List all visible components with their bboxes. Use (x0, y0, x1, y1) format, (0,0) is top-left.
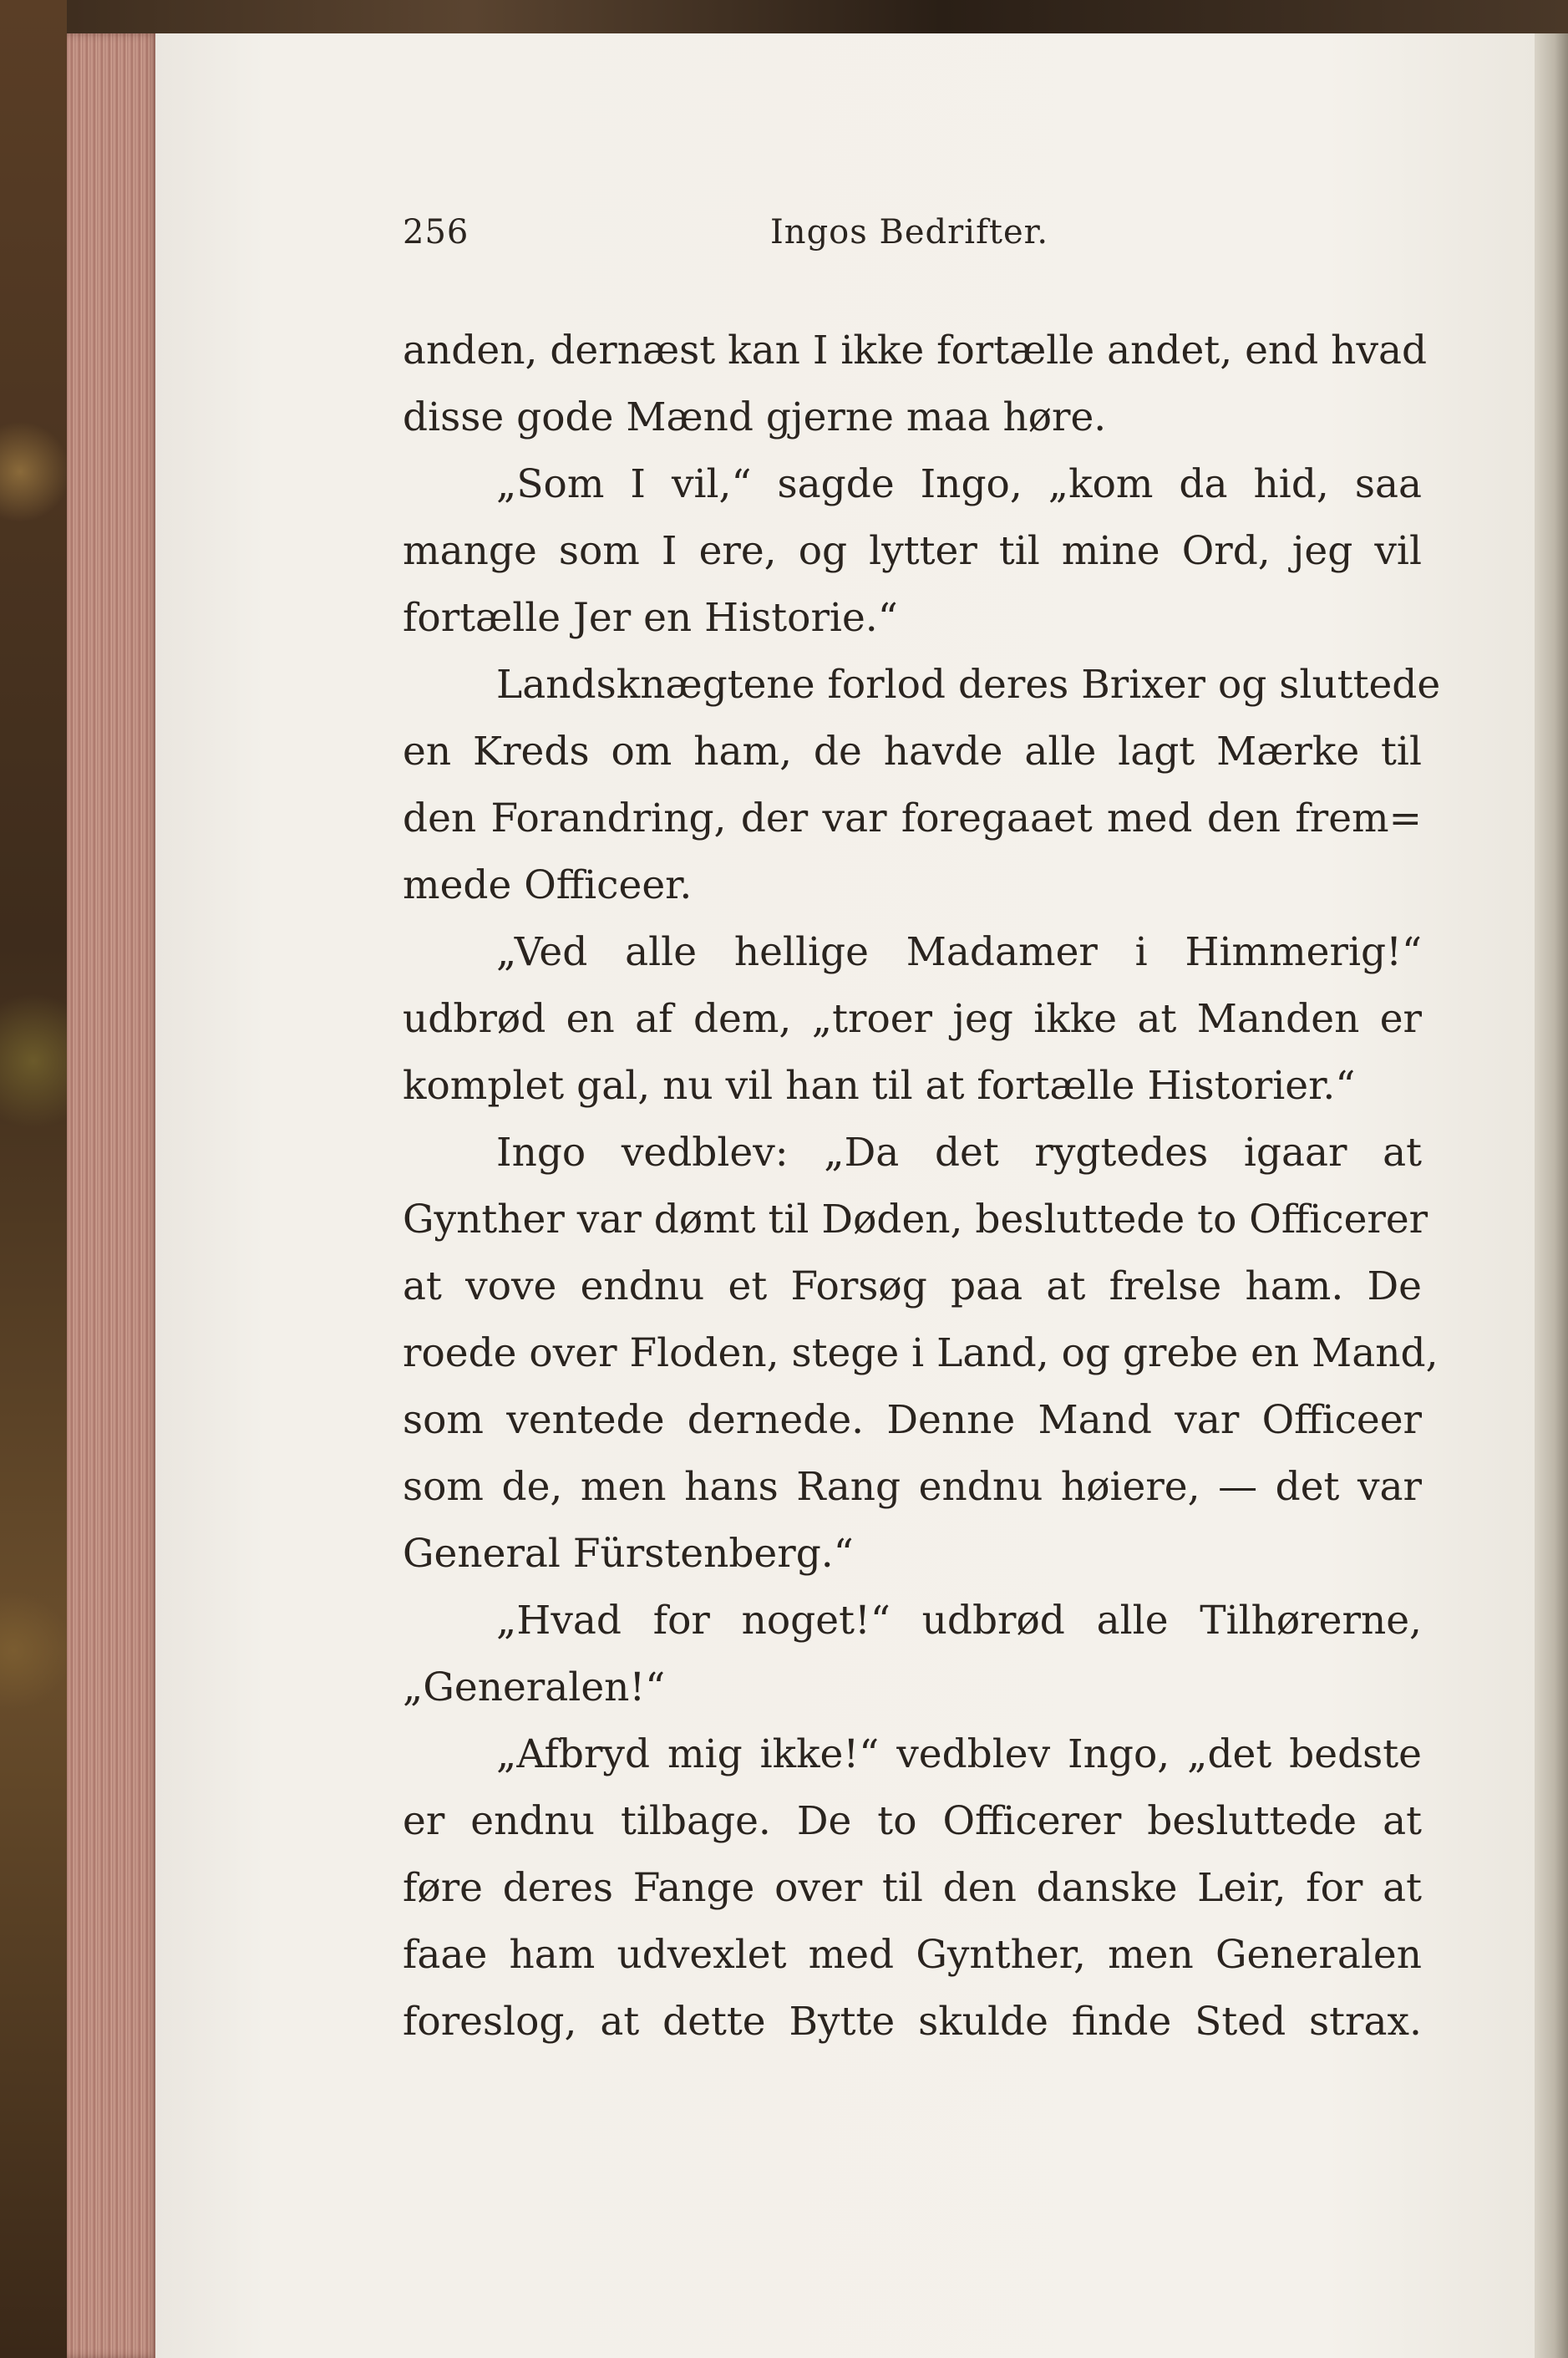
text-line: den Forandring, der var foregaaet med den frem= (403, 795, 1422, 841)
text-line: „Som I vil,“ sagde Ingo, „kom da hid, saa (496, 461, 1422, 507)
text-line: faae ham udvexlet med Gynther, men Generalen (403, 1932, 1422, 1978)
next-page-edge (1535, 33, 1568, 2358)
text-line: at vove endnu et Forsøg paa at frelse ham. De (403, 1263, 1422, 1309)
text-line: foreslog, at dette Bytte skulde finde Sted strax. (403, 1999, 1422, 2045)
text-line: roede over Floden, stege i Land, og grebe en Mand, (403, 1330, 1439, 1376)
text-line: som de, men hans Rang endnu høiere, — det var (403, 1464, 1422, 1510)
text-line: Landsknægtene forlod deres Brixer og sluttede (496, 662, 1441, 708)
text-line: som ventede dernede. Denne Mand var Officeer (403, 1397, 1422, 1443)
running-title: Ingos Bedrifter. (770, 213, 1049, 252)
text-line: komplet gal, nu vil han til at fortælle Historier.“ (403, 1063, 1356, 1109)
text-line: General Fürstenberg.“ (403, 1531, 854, 1577)
text-line: Ingo vedblev: „Da det rygtedes igaar at (496, 1130, 1422, 1176)
page-block-edges (67, 33, 159, 2358)
text-line: „Afbryd mig ikke!“ vedblev Ingo, „det bedste (496, 1731, 1422, 1777)
text-line: anden, dernæst kan I ikke fortælle andet, end hvad (403, 328, 1428, 374)
text-line: mede Officeer. (403, 862, 693, 908)
text-line: er endnu tilbage. De to Officerer besluttede at (403, 1798, 1422, 1844)
text-line: føre deres Fange over til den danske Leir, for at (403, 1865, 1422, 1911)
text-line: „Hvad for noget!“ udbrød alle Tilhørerne, (496, 1598, 1422, 1644)
page-header (403, 213, 1422, 255)
text-line: disse gode Mænd gjerne maa høre. (403, 394, 1107, 440)
page-number: 256 (403, 213, 469, 252)
text-line: en Kreds om ham, de havde alle lagt Mærke til (403, 729, 1422, 775)
text-line: „Generalen!“ (403, 1664, 666, 1710)
text-line: Gynther var dømt til Døden, besluttede to Officerer (403, 1197, 1428, 1243)
text-line: „Ved alle hellige Madamer i Himmerig!“ (496, 929, 1422, 975)
text-line: mange som I ere, og lytter til mine Ord, jeg vil (403, 528, 1422, 574)
body-text (403, 318, 1441, 2056)
marbled-cover (0, 0, 67, 2358)
text-line: fortælle Jer en Historie.“ (403, 595, 898, 641)
text-line: udbrød en af dem, „troer jeg ikke at Manden er (403, 996, 1422, 1042)
